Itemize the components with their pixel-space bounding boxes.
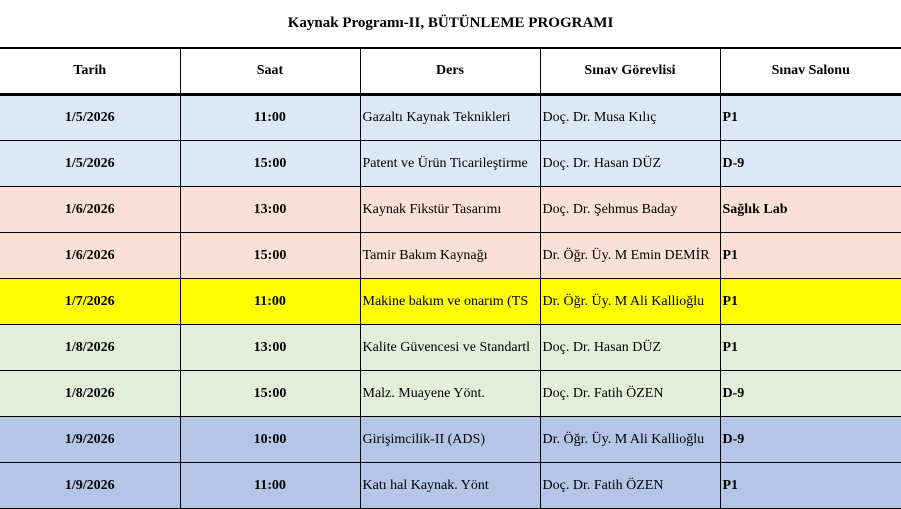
table-row xyxy=(0,95,901,141)
cell-date: 1/9/2026 xyxy=(0,417,180,463)
cell-date: 1/7/2026 xyxy=(0,279,180,325)
cell-time: 15:00 xyxy=(180,371,360,417)
cell-course: Tamir Bakım Kaynağı xyxy=(360,233,540,279)
cell-room: P1 xyxy=(720,325,901,371)
cell-room: D-9 xyxy=(720,417,901,463)
cell-proctor: Doç. Dr. Musa Kılıç xyxy=(540,95,720,141)
cell-room: Sağlık Lab xyxy=(720,187,901,233)
cell-time: 10:00 xyxy=(180,417,360,463)
cell-time: 11:00 xyxy=(180,95,360,141)
cell-course: Katı hal Kaynak. Yönt xyxy=(360,463,540,509)
cell-room: D-9 xyxy=(720,141,901,187)
header-proctor: Sınav Görevlisi xyxy=(540,49,720,95)
cell-course: Gazaltı Kaynak Teknikleri xyxy=(360,95,540,141)
cell-date: 1/5/2026 xyxy=(0,141,180,187)
table-row xyxy=(0,371,901,417)
header-row xyxy=(0,49,901,95)
cell-course: Girişimcilik-II (ADS) xyxy=(360,417,540,463)
cell-room: P1 xyxy=(720,233,901,279)
cell-date: 1/6/2026 xyxy=(0,187,180,233)
cell-time: 15:00 xyxy=(180,233,360,279)
cell-proctor: Dr. Öğr. Üy. M Emin DEMİR xyxy=(540,233,720,279)
cell-room: P1 xyxy=(720,279,901,325)
schedule-body xyxy=(0,95,901,509)
cell-date: 1/8/2026 xyxy=(0,371,180,417)
cell-proctor: Dr. Öğr. Üy. M Ali Kallioğlu xyxy=(540,417,720,463)
cell-time: 11:00 xyxy=(180,279,360,325)
cell-course: Makine bakım ve onarım (TS xyxy=(360,279,540,325)
table-row xyxy=(0,233,901,279)
cell-room: P1 xyxy=(720,463,901,509)
cell-course: Patent ve Ürün Ticarileştirme xyxy=(360,141,540,187)
table-row xyxy=(0,279,901,325)
cell-time: 13:00 xyxy=(180,187,360,233)
cell-date: 1/5/2026 xyxy=(0,95,180,141)
cell-proctor: Doç. Dr. Fatih ÖZEN xyxy=(540,371,720,417)
cell-proctor: Doç. Dr. Hasan DÜZ xyxy=(540,141,720,187)
cell-course: Kalite Güvencesi ve Standartl xyxy=(360,325,540,371)
cell-time: 13:00 xyxy=(180,325,360,371)
table-row xyxy=(0,141,901,187)
header-date: Tarih xyxy=(0,49,180,95)
cell-proctor: Doç. Dr. Şehmus Baday xyxy=(540,187,720,233)
schedule-table xyxy=(0,48,901,509)
header-room: Sınav Salonu xyxy=(720,49,901,95)
cell-time: 15:00 xyxy=(180,141,360,187)
cell-date: 1/9/2026 xyxy=(0,463,180,509)
cell-proctor: Dr. Öğr. Üy. M Ali Kallioğlu xyxy=(540,279,720,325)
cell-proctor: Doç. Dr. Hasan DÜZ xyxy=(540,325,720,371)
cell-proctor: Doç. Dr. Fatih ÖZEN xyxy=(540,463,720,509)
cell-room: P1 xyxy=(720,95,901,141)
table-row xyxy=(0,417,901,463)
table-row xyxy=(0,187,901,233)
table-row xyxy=(0,325,901,371)
table-row xyxy=(0,463,901,509)
cell-course: Kaynak Fikstür Tasarımı xyxy=(360,187,540,233)
cell-course: Malz. Muayene Yönt. xyxy=(360,371,540,417)
cell-date: 1/6/2026 xyxy=(0,233,180,279)
cell-time: 11:00 xyxy=(180,463,360,509)
header-time: Saat xyxy=(180,49,360,95)
schedule-title: Kaynak Programı-II, BÜTÜNLEME PROGRAMI xyxy=(0,0,901,48)
header-course: Ders xyxy=(360,49,540,95)
cell-room: D-9 xyxy=(720,371,901,417)
cell-date: 1/8/2026 xyxy=(0,325,180,371)
